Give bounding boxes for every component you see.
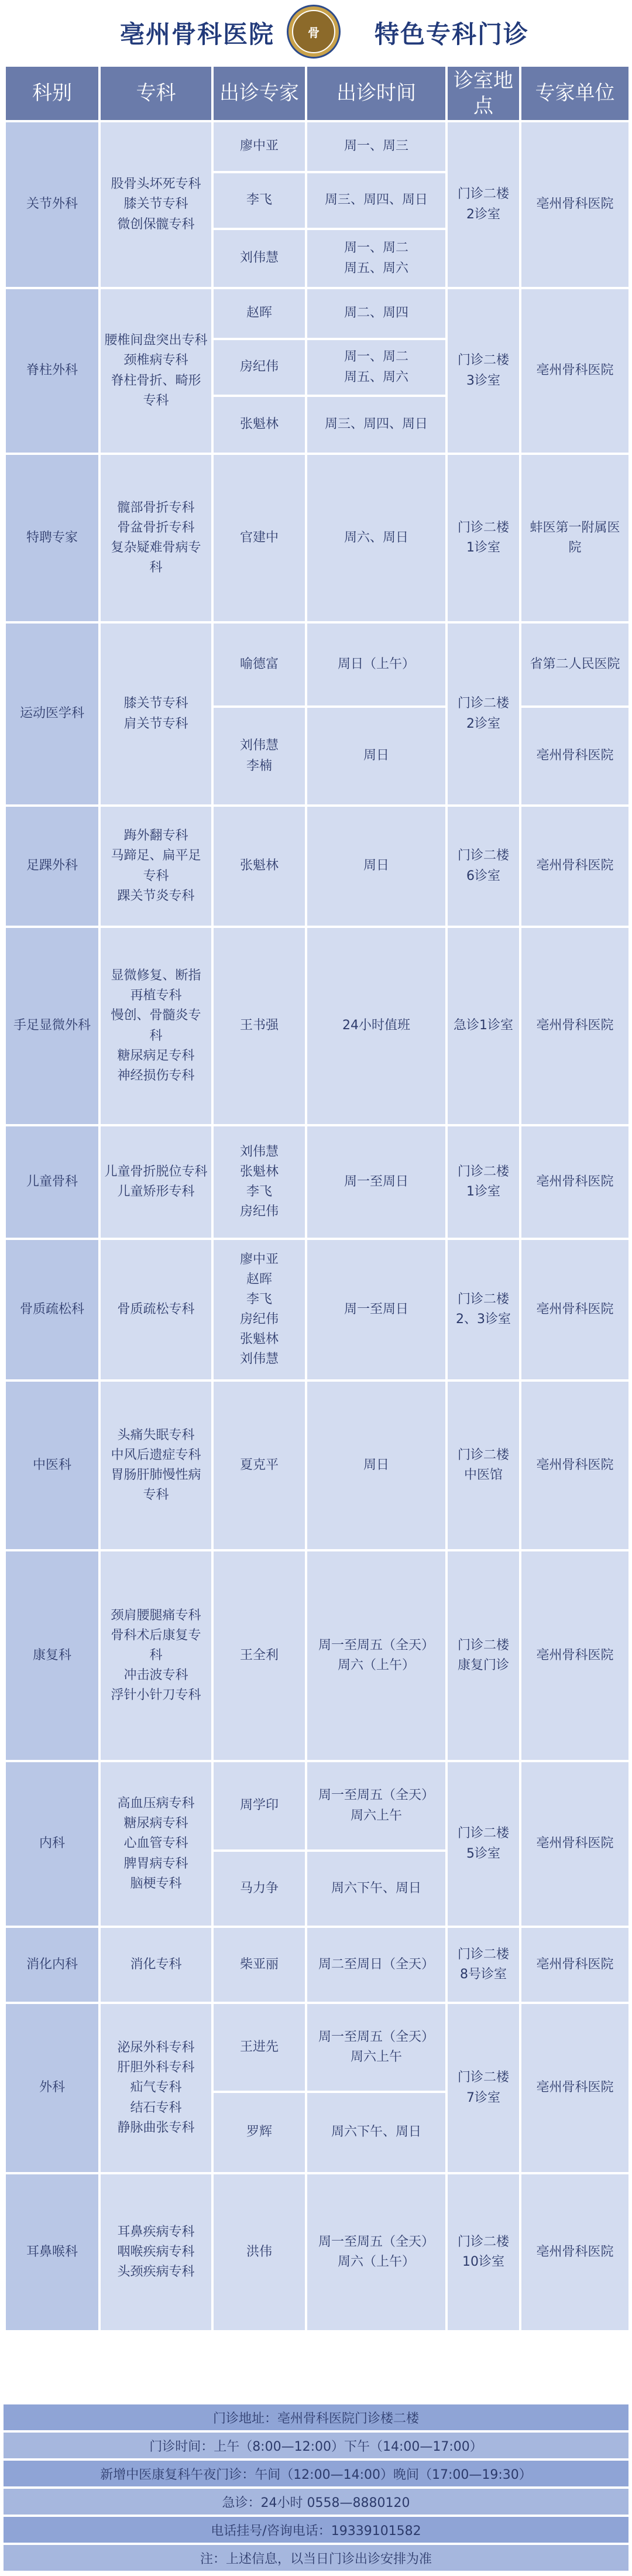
specialty-cell: 耳鼻疾病专科 咽喉疾病专科 头颈疾病专科 [99, 2173, 212, 2331]
hospital-name: 亳州骨科医院 [120, 20, 275, 49]
dept-cell: 关节外科 [5, 121, 99, 288]
col-header-specialty: 专科 [99, 66, 212, 121]
room-cell: 门诊二楼 6诊室 [446, 806, 520, 927]
schedule-body [5, 121, 630, 2331]
time-cell: 周日 [306, 1381, 446, 1550]
doctor-cell: 洪伟 [212, 2173, 306, 2331]
table-row [5, 1761, 630, 1851]
table-row [5, 2173, 630, 2331]
doctor-cell: 夏克平 [212, 1381, 306, 1550]
table-row [5, 806, 630, 927]
specialty-cell: 儿童骨折脱位专科 儿童矫形专科 [99, 1125, 212, 1239]
time-cell: 周二、周四 [306, 288, 446, 339]
specialty-cell: 显微修复、断指 再植专科 慢创、骨髓炎专 科 糖尿病足专科 神经损伤专科 [99, 927, 212, 1125]
unit-cell: 亳州骨科医院 [520, 1761, 630, 1927]
dept-cell: 脊柱外科 [5, 288, 99, 454]
table-row [5, 1550, 630, 1761]
time-cell: 周一至周五（全天） 周六上午 [306, 2003, 446, 2092]
dept-cell: 消化内科 [5, 1927, 99, 2003]
table-row [5, 1239, 630, 1381]
dept-cell: 中医科 [5, 1381, 99, 1550]
footer-note: 注：上述信息，以当日门诊出诊安排为准 [4, 2545, 628, 2573]
doctor-cell: 张魁林 [212, 396, 306, 454]
doctor-cell: 周学印 [212, 1761, 306, 1851]
dept-cell: 内科 [5, 1761, 99, 1927]
doctor-cell: 王全利 [212, 1550, 306, 1761]
footer-tcm-hours: 新增中医康复科午夜门诊：午间（12:00—14:00）晚间（17:00—19:30） [4, 2461, 628, 2489]
unit-cell: 蚌医第一附属医 院 [520, 454, 630, 622]
doctor-cell: 罗辉 [212, 2092, 306, 2173]
room-cell: 门诊二楼 2诊室 [446, 121, 520, 288]
dept-cell: 运动医学科 [5, 622, 99, 806]
specialty-cell: 膝关节专科 肩关节专科 [99, 622, 212, 806]
table-row [5, 622, 630, 707]
dept-cell: 外科 [5, 2003, 99, 2173]
table-row [5, 288, 630, 339]
doctor-cell: 喻德富 [212, 622, 306, 707]
specialty-cell: 泌尿外科专科 肝胆外科专科 疝气专科 结石专科 静脉曲张专科 [99, 2003, 212, 2173]
specialty-cell: 髋部骨折专科 骨盆骨折专科 复杂疑难骨病专 科 [99, 454, 212, 622]
time-cell: 周二至周日（全天） [306, 1927, 446, 2003]
doctor-cell: 刘伟慧 [212, 229, 306, 288]
table-row [5, 927, 630, 1125]
unit-cell: 亳州骨科医院 [520, 927, 630, 1125]
time-cell: 周日（上午） [306, 622, 446, 707]
time-cell: 周一至周五（全天） 周六上午 [306, 1761, 446, 1851]
unit-cell: 省第二人民医院 [520, 622, 630, 707]
time-cell: 周一、周三 [306, 121, 446, 172]
unit-cell: 亳州骨科医院 [520, 707, 630, 806]
doctor-cell: 张魁林 [212, 806, 306, 927]
dept-cell: 特聘专家 [5, 454, 99, 622]
footer-emergency: 急诊：24小时 0558—8880120 [4, 2489, 628, 2517]
specialty-cell: 消化专科 [99, 1927, 212, 2003]
table-header-row [5, 66, 630, 121]
room-cell: 门诊二楼 10诊室 [446, 2173, 520, 2331]
col-header-doctor: 出诊专家 [212, 66, 306, 121]
unit-cell: 亳州骨科医院 [520, 2003, 630, 2173]
time-cell: 周一、周二 周五、周六 [306, 229, 446, 288]
page-title: 特色专科门诊 [375, 20, 530, 49]
doctor-cell: 马力争 [212, 1851, 306, 1927]
specialty-cell: 颈肩腰腿痛专科 骨科术后康复专 科 冲击波专科 浮针小针刀专科 [99, 1550, 212, 1761]
unit-cell: 亳州骨科医院 [520, 806, 630, 927]
time-cell: 周三、周四、周日 [306, 396, 446, 454]
col-header-time: 出诊时间 [306, 66, 446, 121]
doctor-cell: 房纪伟 [212, 339, 306, 396]
unit-cell: 亳州骨科医院 [520, 1239, 630, 1381]
time-cell: 周一、周二 周五、周六 [306, 339, 446, 396]
footer-hours: 门诊时间：上午（8:00—12:00）下午（14:00—17:00） [4, 2433, 628, 2461]
dept-cell: 骨质疏松科 [5, 1239, 99, 1381]
dept-cell: 足踝外科 [5, 806, 99, 927]
room-cell: 门诊二楼 2诊室 [446, 622, 520, 806]
specialty-cell: 高血压病专科 糖尿病专科 心血管专科 脾胃病专科 脑梗专科 [99, 1761, 212, 1927]
room-cell: 门诊二楼 5诊室 [446, 1761, 520, 1927]
doctor-cell: 廖中亚 赵晖 李飞 房纪伟 张魁林 刘伟慧 [212, 1239, 306, 1381]
time-cell: 周三、周四、周日 [306, 172, 446, 229]
time-cell: 周一至周日 [306, 1239, 446, 1381]
dept-cell: 手足显微外科 [5, 927, 99, 1125]
col-header-dept: 科别 [5, 66, 99, 121]
footer-info [0, 2404, 632, 2573]
room-cell: 门诊二楼 中医馆 [446, 1381, 520, 1550]
room-cell: 门诊二楼 8号诊室 [446, 1927, 520, 2003]
specialty-cell: 腰椎间盘突出专科 颈椎病专科 脊柱骨折、畸形 专科 [99, 288, 212, 454]
time-cell: 周日 [306, 806, 446, 927]
time-cell: 24小时值班 [306, 927, 446, 1125]
table-row [5, 454, 630, 622]
dept-cell: 耳鼻喉科 [5, 2173, 99, 2331]
doctor-cell: 刘伟慧 张魁林 李飞 房纪伟 [212, 1125, 306, 1239]
doctor-cell: 官建中 [212, 454, 306, 622]
room-cell: 门诊二楼 康复门诊 [446, 1550, 520, 1761]
time-cell: 周六下午、周日 [306, 1851, 446, 1927]
room-cell: 急诊1诊室 [446, 927, 520, 1125]
table-row [5, 1125, 630, 1239]
dept-cell: 儿童骨科 [5, 1125, 99, 1239]
specialty-cell: 踇外翻专科 马蹄足、扁平足 专科 踝关节炎专科 [99, 806, 212, 927]
hospital-logo-icon [287, 5, 341, 59]
specialty-cell: 骨质疏松专科 [99, 1239, 212, 1381]
room-cell: 门诊二楼 1诊室 [446, 1125, 520, 1239]
doctor-cell: 赵晖 [212, 288, 306, 339]
unit-cell: 亳州骨科医院 [520, 1125, 630, 1239]
dept-cell: 康复科 [5, 1550, 99, 1761]
room-cell: 门诊二楼 7诊室 [446, 2003, 520, 2173]
table-row [5, 121, 630, 172]
page-header [0, 0, 632, 64]
table-row [5, 1927, 630, 2003]
table-row [5, 1381, 630, 1550]
room-cell: 门诊二楼 3诊室 [446, 288, 520, 454]
time-cell: 周一至周五（全天） 周六（上午） [306, 2173, 446, 2331]
schedule-table [4, 64, 631, 2332]
doctor-cell: 刘伟慧 李楠 [212, 707, 306, 806]
unit-cell: 亳州骨科医院 [520, 121, 630, 288]
table-row [5, 2003, 630, 2092]
col-header-room: 诊室地点 [446, 66, 520, 121]
room-cell: 门诊二楼 1诊室 [446, 454, 520, 622]
doctor-cell: 王书强 [212, 927, 306, 1125]
doctor-cell: 柴亚丽 [212, 1927, 306, 2003]
footer-address: 门诊地址：亳州骨科医院门诊楼二楼 [4, 2404, 628, 2433]
specialty-cell: 头痛失眠专科 中风后遗症专科 胃肠肝肺慢性病 专科 [99, 1381, 212, 1550]
unit-cell: 亳州骨科医院 [520, 1927, 630, 2003]
doctor-cell: 王进先 [212, 2003, 306, 2092]
doctor-cell: 廖中亚 [212, 121, 306, 172]
unit-cell: 亳州骨科医院 [520, 2173, 630, 2331]
unit-cell: 亳州骨科医院 [520, 288, 630, 454]
unit-cell: 亳州骨科医院 [520, 1381, 630, 1550]
logo-mark: 骨 [292, 10, 335, 53]
specialty-cell: 股骨头坏死专科 膝关节专科 微创保髋专科 [99, 121, 212, 288]
time-cell: 周一至周五（全天） 周六（上午） [306, 1550, 446, 1761]
col-header-unit: 专家单位 [520, 66, 630, 121]
time-cell: 周一至周日 [306, 1125, 446, 1239]
room-cell: 门诊二楼 2、3诊室 [446, 1239, 520, 1381]
footer-phone: 电话挂号/咨询电话：19339101582 [4, 2517, 628, 2545]
time-cell: 周六、周日 [306, 454, 446, 622]
unit-cell: 亳州骨科医院 [520, 1550, 630, 1761]
time-cell: 周六下午、周日 [306, 2092, 446, 2173]
time-cell: 周日 [306, 707, 446, 806]
doctor-cell: 李飞 [212, 172, 306, 229]
